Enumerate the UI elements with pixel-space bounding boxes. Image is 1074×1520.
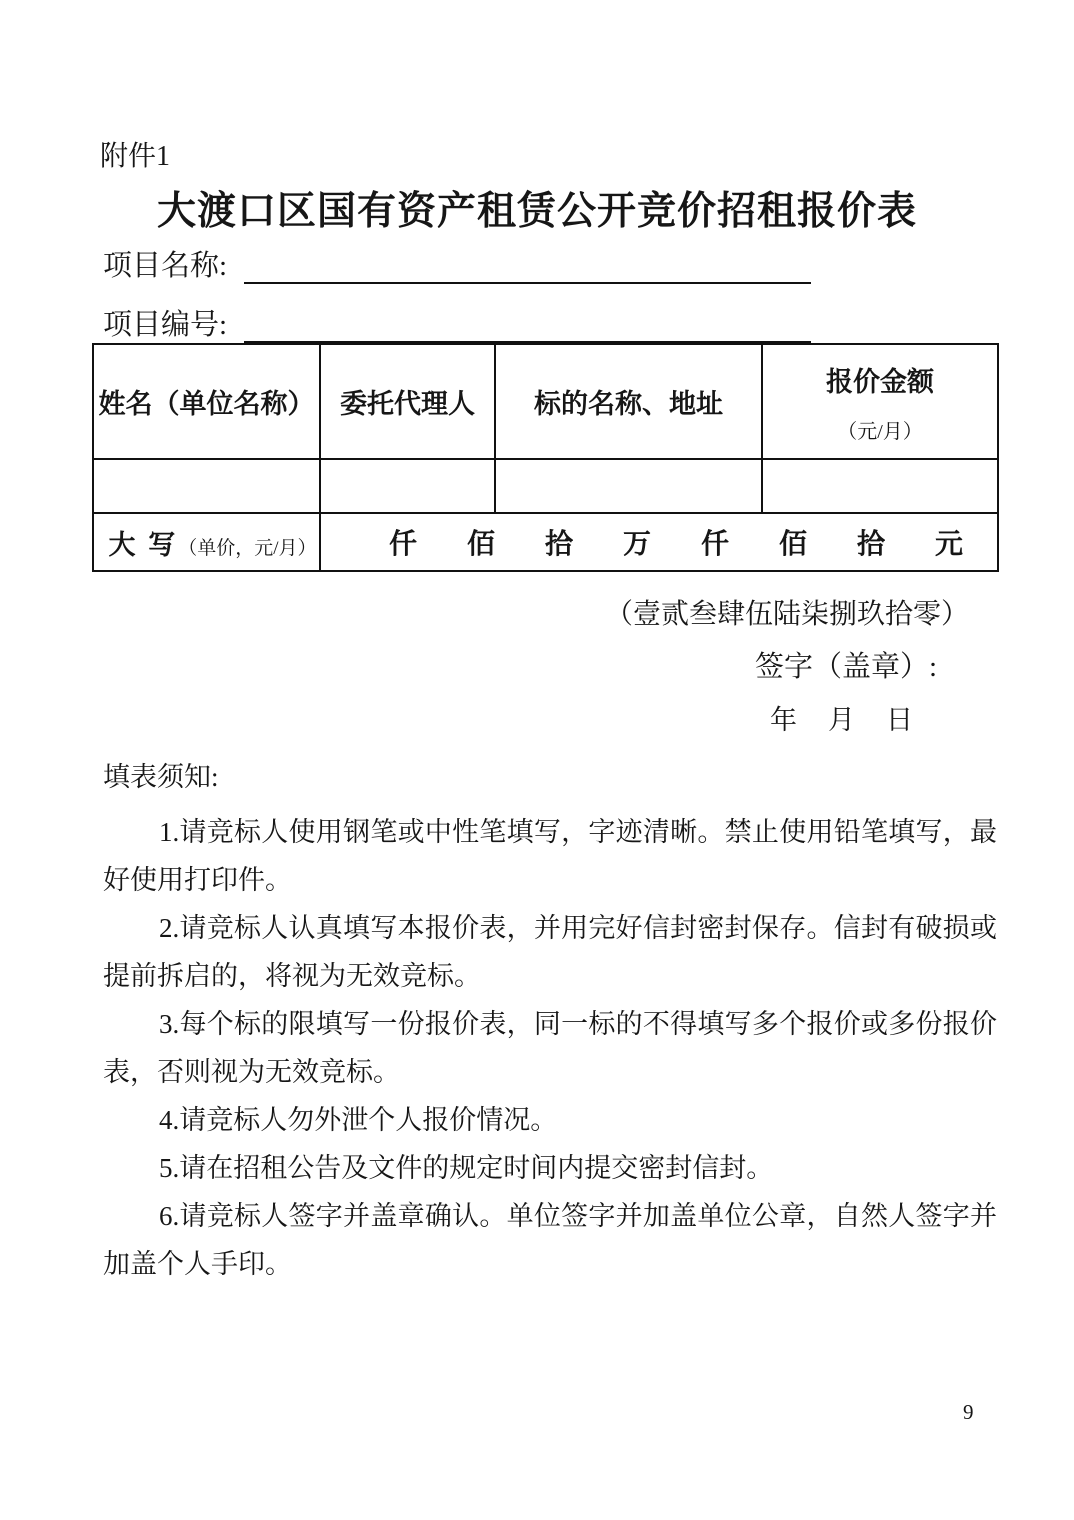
digit-shi1: 拾 [544,529,573,560]
digit-bai2: 佰 [779,529,808,560]
header-subject: 标的名称、地址 [495,344,762,459]
table-empty-row [93,459,998,513]
capital-label-unit: （单价，元/月） [178,537,317,559]
empty-cell-agent [320,459,495,513]
digit-qian1: 仟 [388,529,417,560]
page-title: 大渡口区国有资产租赁公开竞价招租报价表 [156,190,917,233]
page-number: 9 [963,1400,974,1424]
project-code-blank [244,307,811,343]
header-name: 姓名（单位名称） [93,344,320,459]
digit-yuan: 元 [935,529,964,560]
note-item-6: 6.请竞标人签字并盖章确认。单位签字并加盖单位公章，自然人签字并加盖个人手印。 [103,1201,997,1279]
note-item-5: 5.请在招租公告及文件的规定时间内提交密封信封。 [159,1153,774,1183]
header-price [762,344,998,459]
capital-digits-legend: （壹贰叁肆伍陆柒捌玖拾零） [604,599,969,630]
project-name-label: 项目名称: [103,250,228,282]
note-item-3: 3.每个标的限填写一份报价表，同一标的不得填写多个报价或多份报价表，否则视为无效竞标。 [103,1009,997,1087]
capital-digits-cell [320,513,998,571]
attachment-label: 附件1 [100,141,171,172]
project-name-row [103,243,811,284]
note-item-2: 2.请竞标人认真填写本报价表，并用完好信封密封保存。信封有破损或提前拆启的，将视为无效竞标。 [103,913,997,991]
digit-wan: 万 [622,529,651,560]
table-capital-row [93,513,998,571]
table-header-row [93,344,998,459]
digit-qian2: 仟 [701,529,730,560]
date-line: 年 月 日 [770,705,915,735]
project-code-row [103,302,811,343]
project-name-blank [244,248,811,284]
digit-shi2: 拾 [857,529,886,560]
note-item-1: 1.请竞标人使用钢笔或中性笔填写，字迹清晰。禁止使用铅笔填写，最好使用打印件。 [103,817,997,895]
digit-bai1: 佰 [466,529,495,560]
empty-cell-subject [495,459,762,513]
header-price-unit: （元/月） [837,420,923,443]
capital-label-cell [93,513,320,571]
quotation-table [92,343,999,572]
note-item-4: 4.请竞标人勿外泄个人报价情况。 [159,1105,558,1135]
header-agent: 委托代理人 [320,344,495,459]
project-code-label: 项目编号: [103,309,228,341]
notes-heading: 填表须知: [103,762,219,792]
header-price-main: 报价金额 [826,366,934,397]
empty-cell-name [93,459,320,513]
signature-label: 签字（盖章）: [754,651,937,683]
empty-cell-price [762,459,998,513]
capital-label: 大 写 [108,529,179,560]
notes-section [103,753,997,1288]
